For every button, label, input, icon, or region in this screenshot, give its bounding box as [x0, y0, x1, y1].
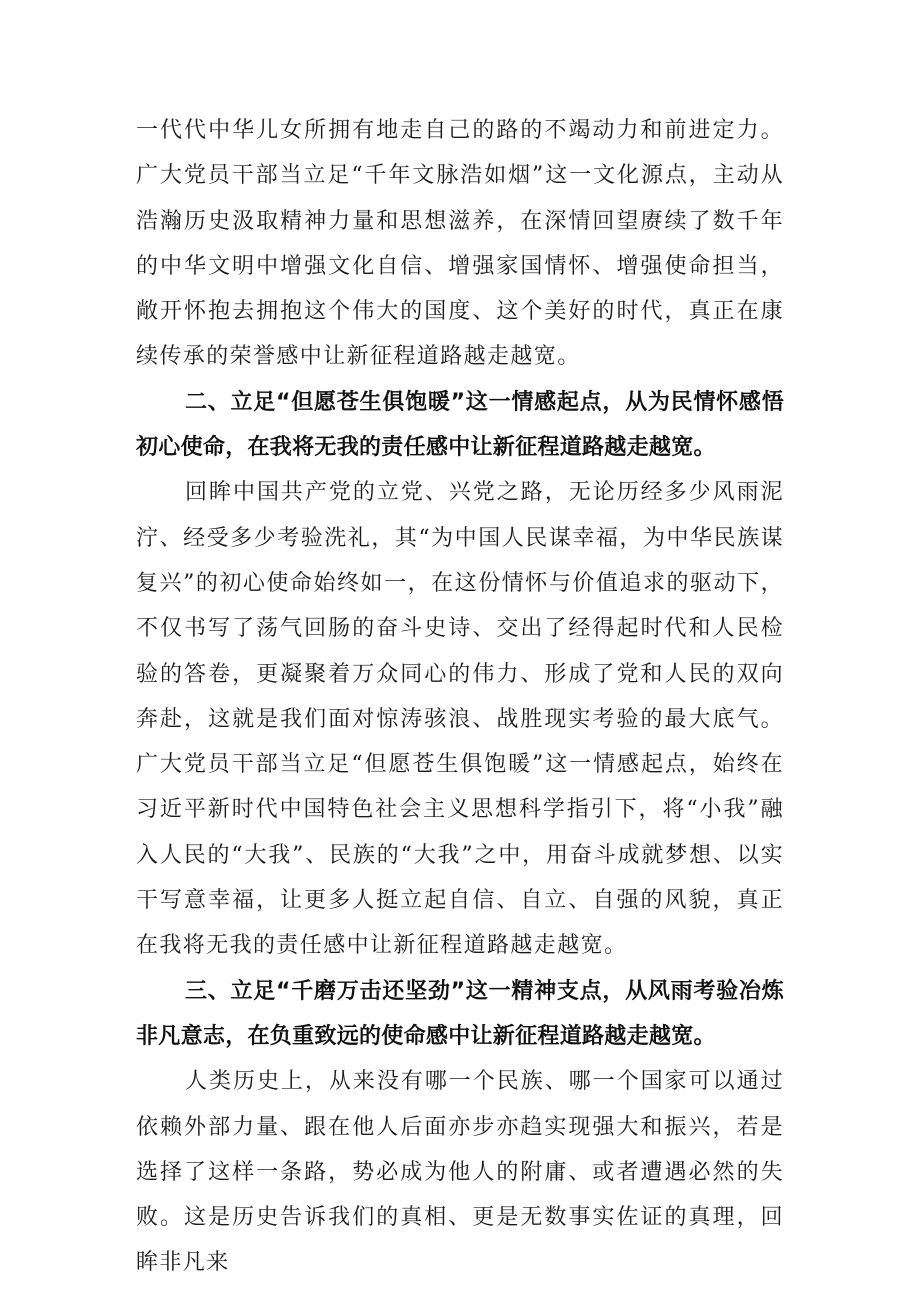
- body-paragraph: 人类历史上，从来没有哪一个民族、哪一个国家可以通过依赖外部力量、跟在他人后面亦步亦趋实现强大和振兴，若是选择了这样一条路，势必成为他人的附庸、或者遭遇必然的失败。这是历史告诉我们的真相、更是无数事实佐证的真理，回眸非凡来: [136, 1069, 784, 1276]
- section-heading-3: 三、立足“千磨万击还坚劲”这一精神支点，从风雨考验冶炼非凡意志，在负重致远的使命感中让新征程道路越走越宽。: [136, 978, 784, 1049]
- body-paragraph: 一代代中华儿女所拥有地走自己的路的不竭动力和前进定力。广大党员干部当立足“千年文脉浩如烟”这一文化源点，主动从浩瀚历史汲取精神力量和思想滋养，在深情回望赓续了数千年的中华文明中增强文化自信、增强家国情怀、增强使命担当，敞开怀抱去拥抱这个伟大的国度、这个美好的时代，真正在康续传承的荣誉感中让新征程道路越走越宽。: [136, 118, 784, 370]
- section-heading-2: 二、立足“但愿苍生俱饱暖”这一情感起点，从为民情怀感悟初心使命，在我将无我的责任感中让新征程道路越走越宽。: [136, 389, 784, 461]
- body-paragraph: 回眸中国共产党的立党、兴党之路，无论历经多少风雨泥泞、经受多少考验洗礼，其“为中国人民谋幸福，为中华民族谋复兴”的初心使命始终如一，在这份情怀与价值追求的驱动下，不仅书写了荡气回肠的奋斗史诗、交出了经得起时代和人民检验的答卷，更凝聚着万众同心的伟力、形成了党和人民的双向奔赴，这就是我们面对惊涛骇浪、战胜现实考验的最大底气。广大党员干部当立足“但愿苍生俱饱暖”这一情感起点，始终在习近平新时代中国特色社会主义思想科学指引下，将“小我”融入人民的“大我”、民族的“大我”之中，用奋斗成就梦想、以实干写意幸福，让更多人挺立起自信、自立、自强的风貌，真正在我将无我的责任感中让新征程道路越走越宽。: [136, 480, 784, 959]
- document-body: [136, 108, 784, 1286]
